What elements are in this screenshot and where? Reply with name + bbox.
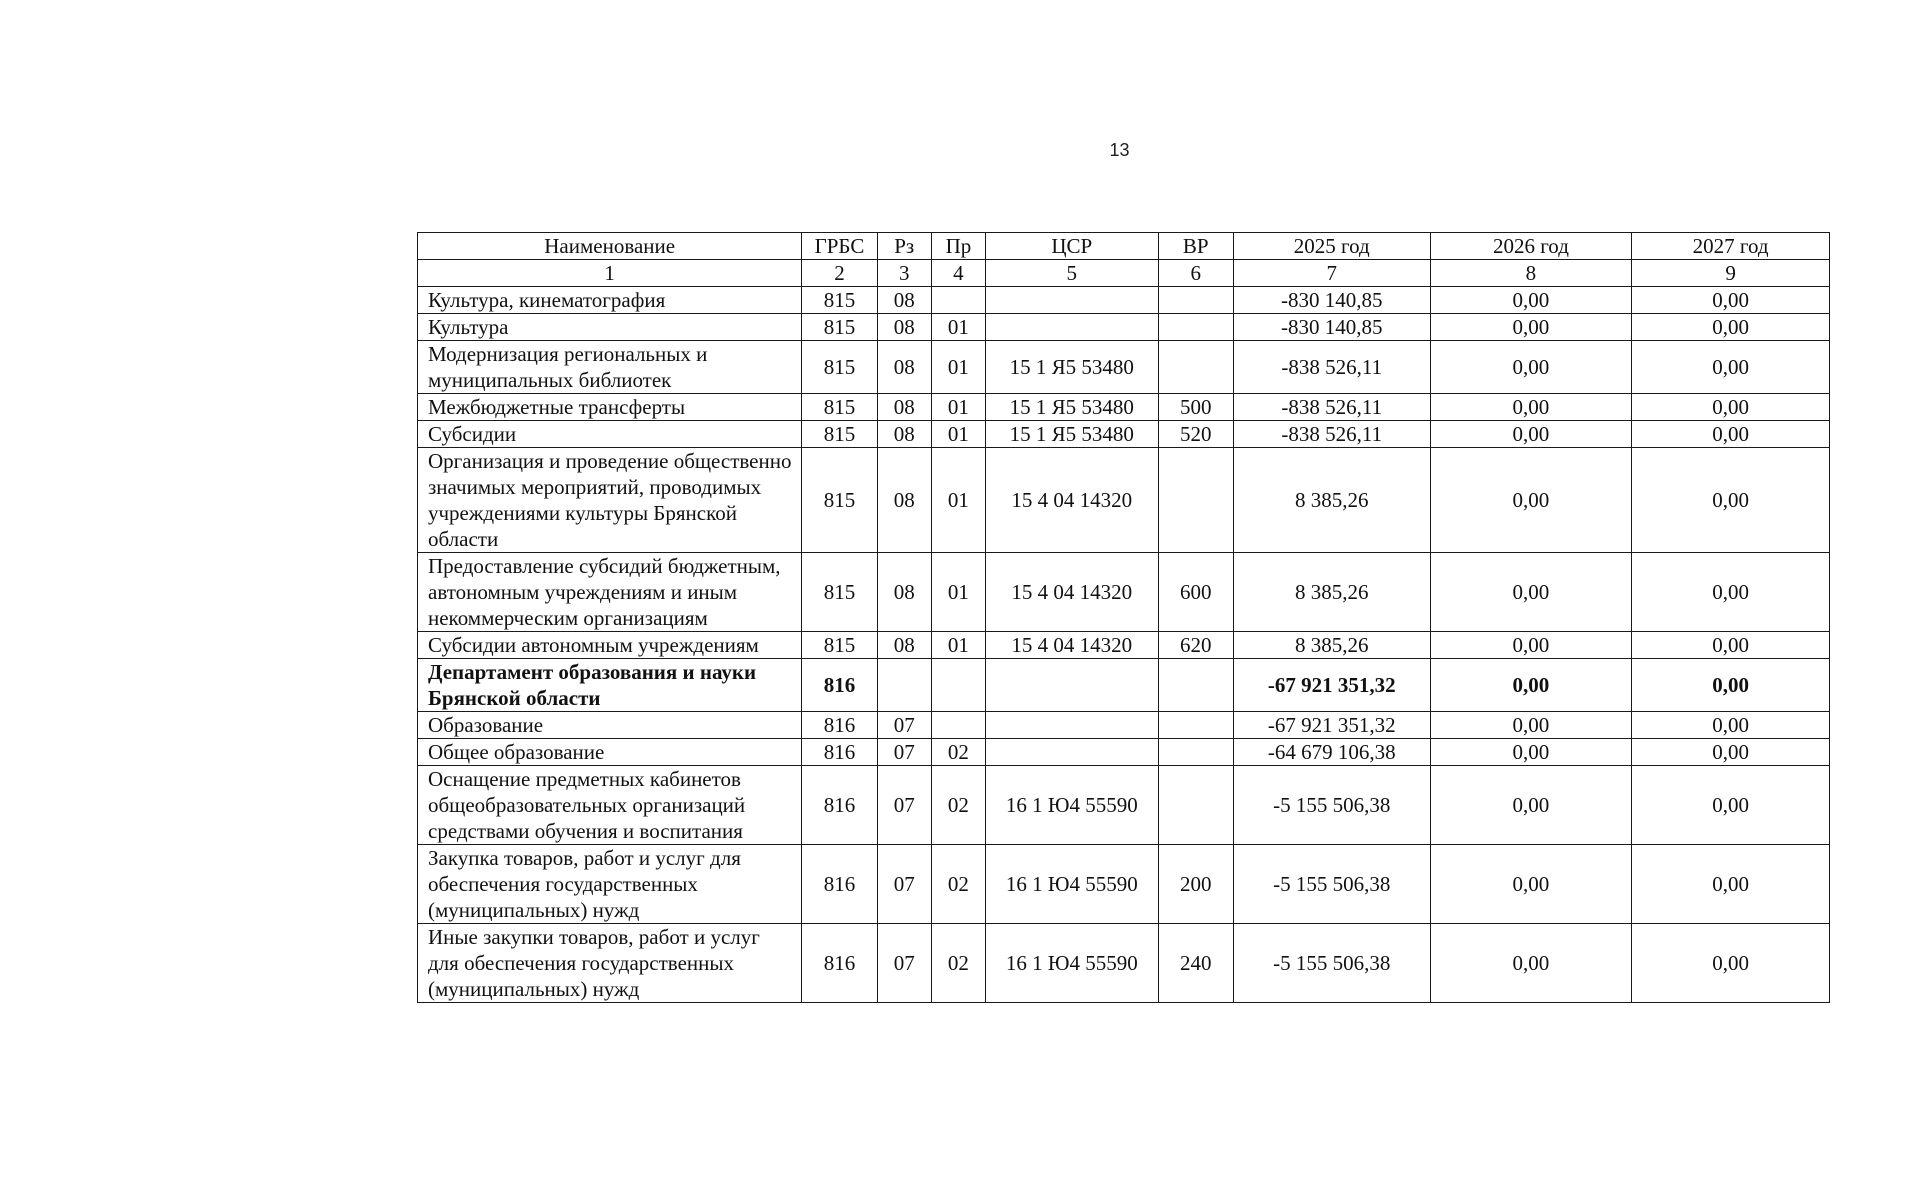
cell-pr: 01	[931, 314, 985, 341]
cell-name: Субсидии автономным учреждениям	[418, 632, 802, 659]
cell-2026: 0,00	[1430, 739, 1632, 766]
column-number: 9	[1632, 260, 1830, 287]
table-row	[418, 553, 1830, 632]
cell-pr: 01	[931, 341, 985, 394]
cell-grbs: 816	[802, 739, 877, 766]
cell-2026: 0,00	[1430, 845, 1632, 924]
cell-name: Межбюджетные трансферты	[418, 394, 802, 421]
header-2025: 2025 год	[1233, 233, 1430, 260]
cell-name: Культура, кинематография	[418, 287, 802, 314]
column-number: 8	[1430, 260, 1632, 287]
cell-rz	[877, 659, 931, 712]
cell-name: Культура	[418, 314, 802, 341]
cell-2025: -5 155 506,38	[1233, 766, 1430, 845]
cell-grbs: 815	[802, 314, 877, 341]
header-2026: 2026 год	[1430, 233, 1632, 260]
cell-grbs: 816	[802, 845, 877, 924]
cell-pr: 01	[931, 632, 985, 659]
cell-2026: 0,00	[1430, 341, 1632, 394]
cell-vr	[1158, 287, 1233, 314]
cell-2026: 0,00	[1430, 287, 1632, 314]
cell-grbs: 815	[802, 632, 877, 659]
page-number: 13	[1109, 140, 1130, 160]
cell-vr: 200	[1158, 845, 1233, 924]
cell-csr: 15 4 04 14320	[986, 632, 1159, 659]
header-vr: ВР	[1158, 233, 1233, 260]
cell-2026: 0,00	[1430, 448, 1632, 553]
cell-csr: 15 1 Я5 53480	[986, 341, 1159, 394]
cell-2025: 8 385,26	[1233, 632, 1430, 659]
header-2027: 2027 год	[1632, 233, 1830, 260]
cell-grbs: 815	[802, 394, 877, 421]
cell-name: Оснащение предметных кабинетов общеобразовательных организаций средствами обучения и воспитания	[418, 766, 802, 845]
cell-2027: 0,00	[1632, 394, 1830, 421]
column-number: 3	[877, 260, 931, 287]
cell-2026: 0,00	[1430, 421, 1632, 448]
cell-csr: 15 1 Я5 53480	[986, 421, 1159, 448]
table-row	[418, 448, 1830, 553]
cell-vr	[1158, 659, 1233, 712]
cell-name: Предоставление субсидий бюджетным, автономным учреждениям и иным некоммерческим организациям	[418, 553, 802, 632]
cell-name: Образование	[418, 712, 802, 739]
cell-2027: 0,00	[1632, 632, 1830, 659]
cell-rz: 07	[877, 845, 931, 924]
header-name: Наименование	[418, 233, 802, 260]
column-number: 6	[1158, 260, 1233, 287]
cell-pr: 02	[931, 739, 985, 766]
cell-2026: 0,00	[1430, 924, 1632, 1003]
cell-pr	[931, 712, 985, 739]
cell-vr	[1158, 448, 1233, 553]
cell-grbs: 815	[802, 553, 877, 632]
cell-csr: 15 4 04 14320	[986, 448, 1159, 553]
cell-csr	[986, 712, 1159, 739]
cell-csr	[986, 659, 1159, 712]
header-pr: Пр	[931, 233, 985, 260]
table-header-row	[418, 233, 1830, 260]
cell-2027: 0,00	[1632, 712, 1830, 739]
cell-csr: 16 1 Ю4 55590	[986, 924, 1159, 1003]
table-row	[418, 712, 1830, 739]
cell-grbs: 816	[802, 924, 877, 1003]
cell-2025: -838 526,11	[1233, 341, 1430, 394]
cell-csr: 16 1 Ю4 55590	[986, 845, 1159, 924]
cell-name: Закупка товаров, работ и услуг для обеспечения государственных (муниципальных) нужд	[418, 845, 802, 924]
cell-rz: 08	[877, 421, 931, 448]
table-row	[418, 845, 1830, 924]
cell-csr	[986, 739, 1159, 766]
cell-name: Департамент образования и науки Брянской области	[418, 659, 802, 712]
cell-rz: 07	[877, 766, 931, 845]
cell-rz: 07	[877, 712, 931, 739]
cell-2025: -67 921 351,32	[1233, 712, 1430, 739]
cell-vr: 500	[1158, 394, 1233, 421]
cell-name: Общее образование	[418, 739, 802, 766]
table-row	[418, 287, 1830, 314]
header-grbs: ГРБС	[802, 233, 877, 260]
cell-2027: 0,00	[1632, 924, 1830, 1003]
cell-grbs: 815	[802, 287, 877, 314]
cell-rz: 08	[877, 287, 931, 314]
cell-2025: 8 385,26	[1233, 448, 1430, 553]
cell-grbs: 815	[802, 448, 877, 553]
cell-name: Иные закупки товаров, работ и услуг для обеспечения государственных (муниципальных) нужд	[418, 924, 802, 1003]
table-row	[418, 341, 1830, 394]
cell-pr: 02	[931, 845, 985, 924]
budget-table	[417, 232, 1830, 1003]
cell-vr	[1158, 766, 1233, 845]
cell-grbs: 816	[802, 766, 877, 845]
column-number: 2	[802, 260, 877, 287]
cell-2027: 0,00	[1632, 287, 1830, 314]
cell-vr	[1158, 712, 1233, 739]
cell-pr: 01	[931, 448, 985, 553]
cell-pr	[931, 659, 985, 712]
cell-csr: 16 1 Ю4 55590	[986, 766, 1159, 845]
column-number: 5	[986, 260, 1159, 287]
column-number: 4	[931, 260, 985, 287]
cell-name: Организация и проведение общественно значимых мероприятий, проводимых учреждениями культуры Брянской области	[418, 448, 802, 553]
cell-rz: 08	[877, 553, 931, 632]
cell-2026: 0,00	[1430, 314, 1632, 341]
cell-2027: 0,00	[1632, 766, 1830, 845]
cell-pr: 01	[931, 553, 985, 632]
cell-grbs: 815	[802, 341, 877, 394]
table-row	[418, 924, 1830, 1003]
table-row	[418, 314, 1830, 341]
cell-2026: 0,00	[1430, 553, 1632, 632]
table-row	[418, 659, 1830, 712]
cell-pr: 01	[931, 394, 985, 421]
cell-csr	[986, 314, 1159, 341]
cell-rz: 08	[877, 314, 931, 341]
cell-2025: -830 140,85	[1233, 314, 1430, 341]
cell-vr: 240	[1158, 924, 1233, 1003]
cell-2025: -64 679 106,38	[1233, 739, 1430, 766]
cell-2025: -5 155 506,38	[1233, 845, 1430, 924]
cell-csr: 15 1 Я5 53480	[986, 394, 1159, 421]
cell-vr: 600	[1158, 553, 1233, 632]
table-body	[418, 287, 1830, 1003]
cell-2025: -5 155 506,38	[1233, 924, 1430, 1003]
cell-pr: 01	[931, 421, 985, 448]
cell-rz: 08	[877, 632, 931, 659]
cell-vr: 620	[1158, 632, 1233, 659]
cell-rz: 07	[877, 924, 931, 1003]
cell-2026: 0,00	[1430, 632, 1632, 659]
cell-2025: -838 526,11	[1233, 421, 1430, 448]
table-row	[418, 766, 1830, 845]
cell-pr: 02	[931, 924, 985, 1003]
cell-pr: 02	[931, 766, 985, 845]
cell-grbs: 816	[802, 712, 877, 739]
cell-rz: 07	[877, 739, 931, 766]
cell-rz: 08	[877, 341, 931, 394]
cell-csr: 15 4 04 14320	[986, 553, 1159, 632]
column-number: 1	[418, 260, 802, 287]
cell-vr	[1158, 341, 1233, 394]
cell-grbs: 816	[802, 659, 877, 712]
cell-rz: 08	[877, 394, 931, 421]
cell-2026: 0,00	[1430, 394, 1632, 421]
cell-2027: 0,00	[1632, 314, 1830, 341]
column-number: 7	[1233, 260, 1430, 287]
cell-pr	[931, 287, 985, 314]
header-csr: ЦСР	[986, 233, 1159, 260]
cell-2027: 0,00	[1632, 659, 1830, 712]
cell-2025: -838 526,11	[1233, 394, 1430, 421]
cell-name: Модернизация региональных и муниципальных библиотек	[418, 341, 802, 394]
cell-2026: 0,00	[1430, 766, 1632, 845]
cell-2027: 0,00	[1632, 845, 1830, 924]
cell-2027: 0,00	[1632, 341, 1830, 394]
table-row	[418, 739, 1830, 766]
cell-2026: 0,00	[1430, 659, 1632, 712]
cell-vr	[1158, 739, 1233, 766]
cell-vr	[1158, 314, 1233, 341]
cell-grbs: 815	[802, 421, 877, 448]
cell-name: Субсидии	[418, 421, 802, 448]
cell-2025: 8 385,26	[1233, 553, 1430, 632]
cell-2025: -830 140,85	[1233, 287, 1430, 314]
cell-csr	[986, 287, 1159, 314]
cell-rz: 08	[877, 448, 931, 553]
cell-2025: -67 921 351,32	[1233, 659, 1430, 712]
cell-2027: 0,00	[1632, 448, 1830, 553]
table-row	[418, 421, 1830, 448]
cell-2027: 0,00	[1632, 739, 1830, 766]
header-rz: Рз	[877, 233, 931, 260]
table-row	[418, 394, 1830, 421]
cell-2027: 0,00	[1632, 421, 1830, 448]
table-row	[418, 632, 1830, 659]
cell-2027: 0,00	[1632, 553, 1830, 632]
cell-2026: 0,00	[1430, 712, 1632, 739]
column-number-row	[418, 260, 1830, 287]
cell-vr: 520	[1158, 421, 1233, 448]
